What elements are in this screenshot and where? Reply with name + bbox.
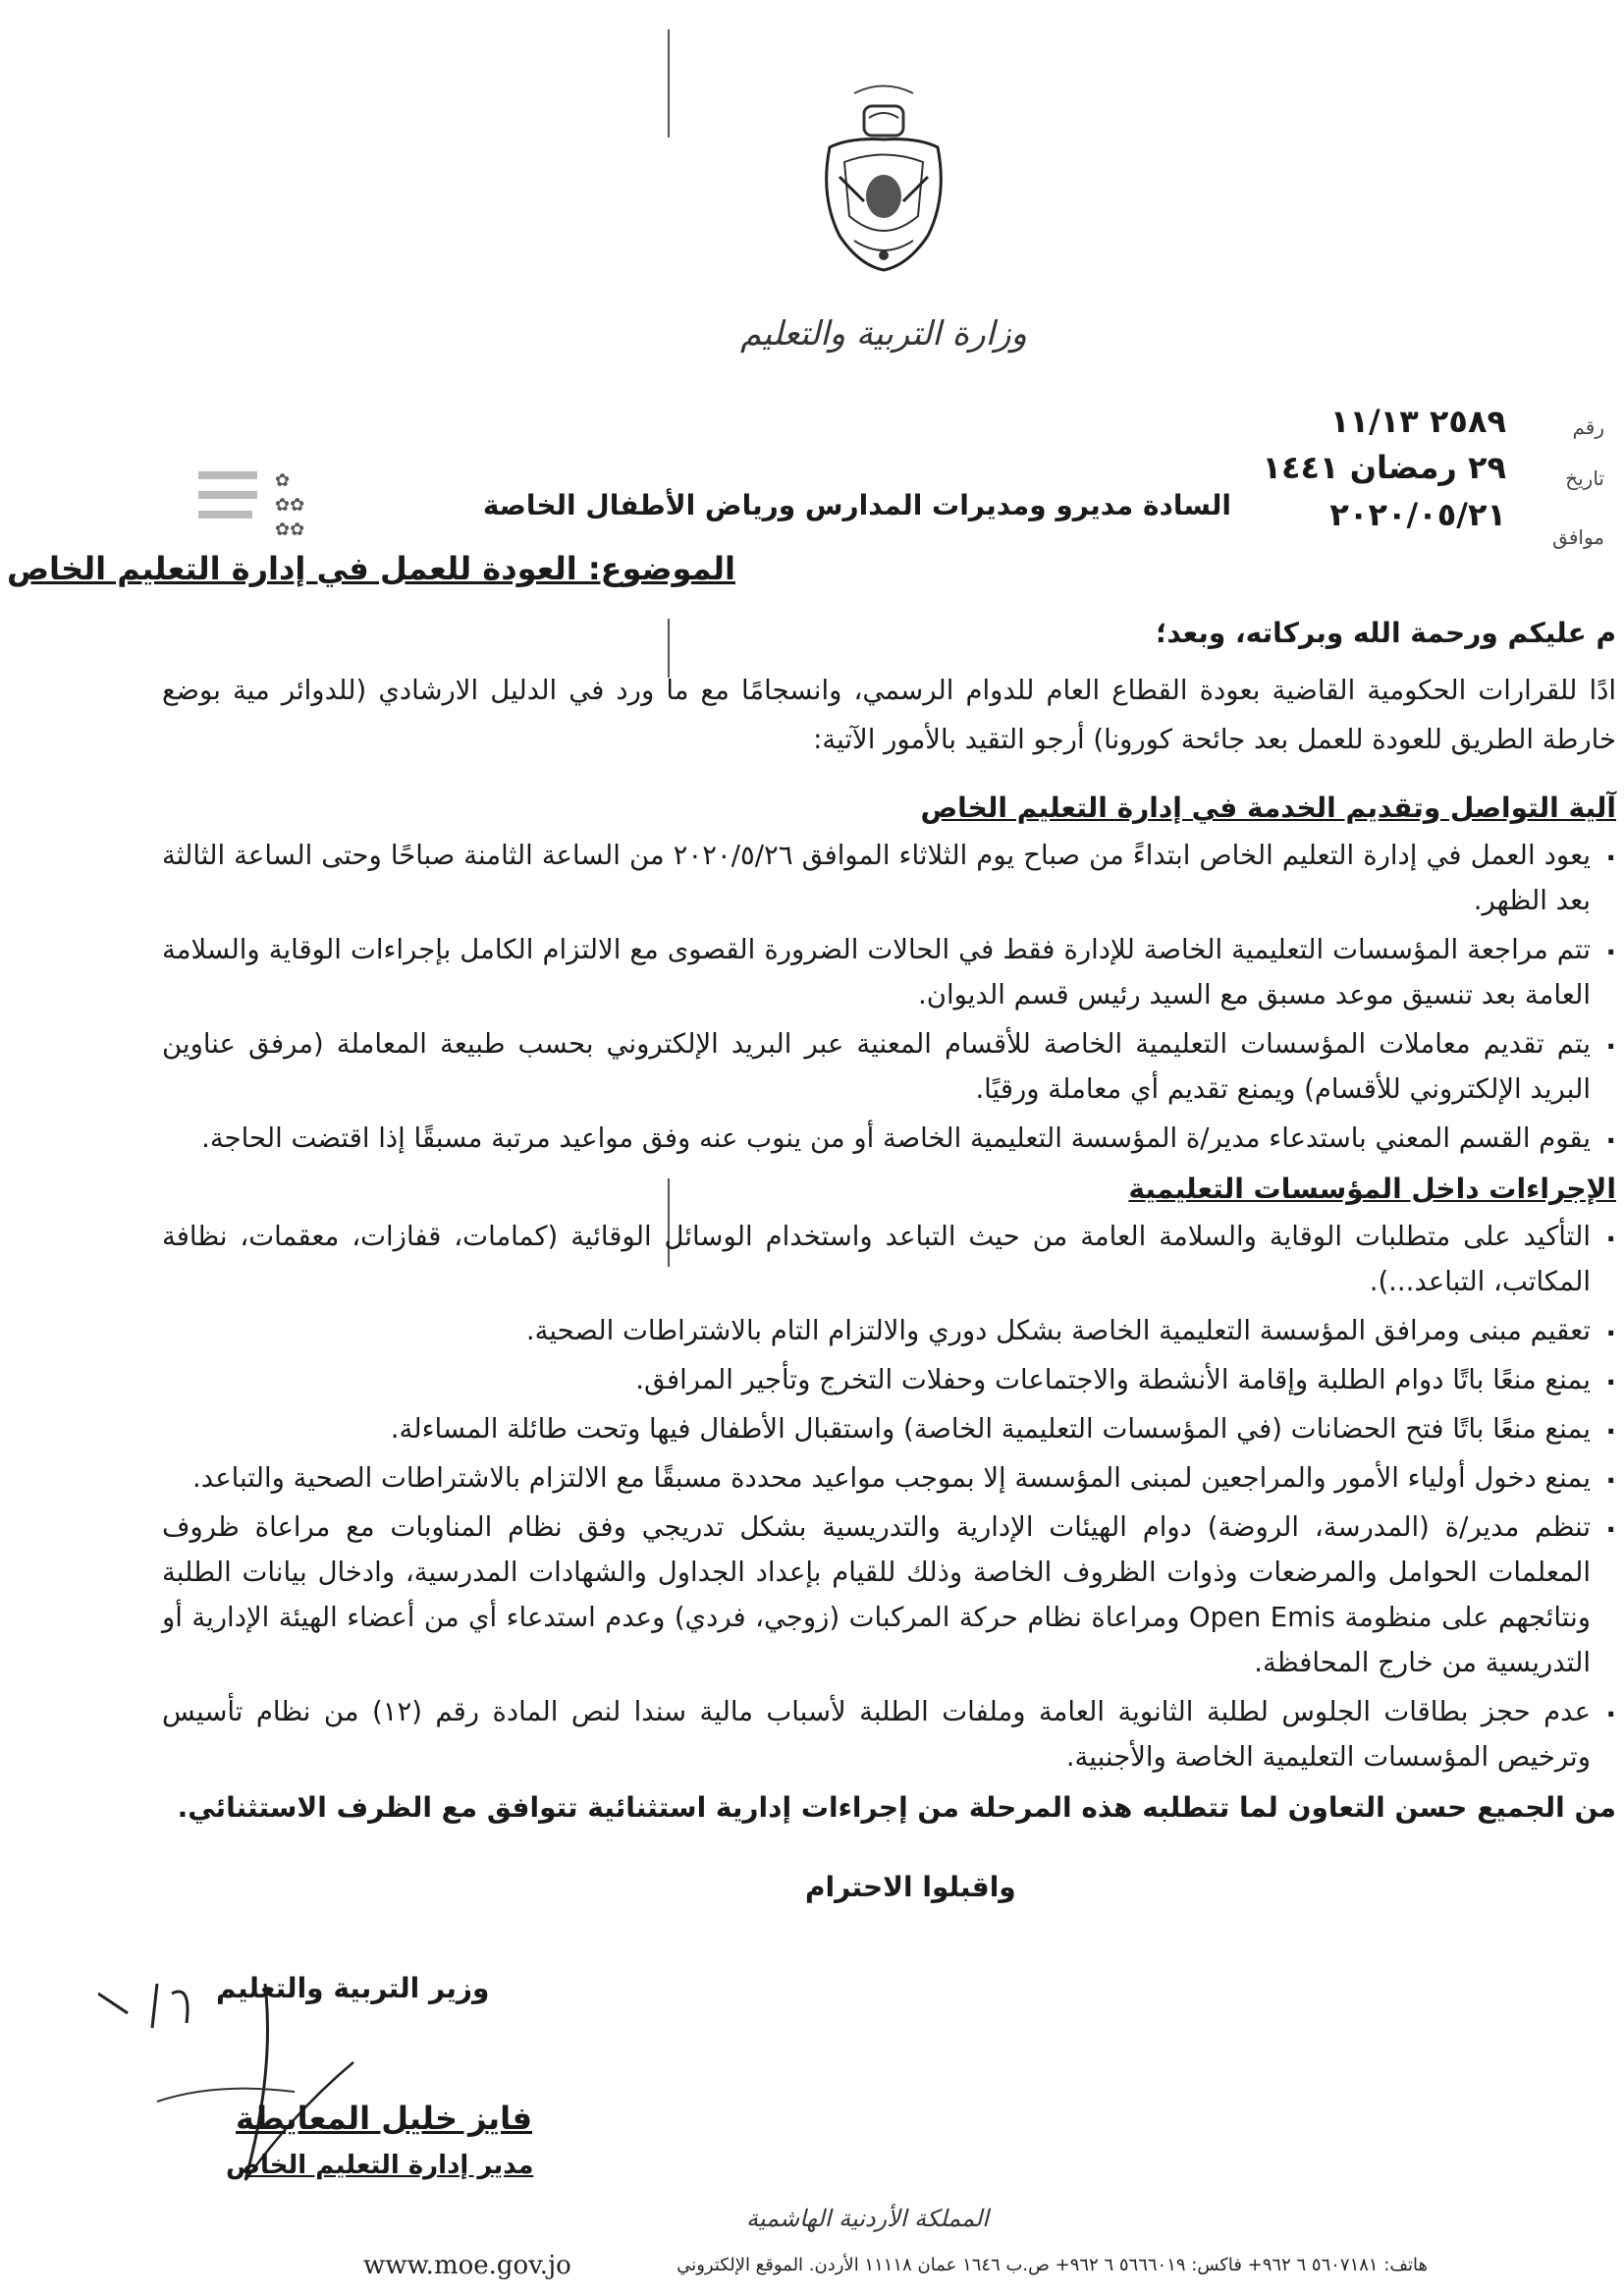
coat-of-arms-icon	[810, 79, 957, 295]
signatory-role: مدير إدارة التعليم الخاص	[226, 2151, 534, 2180]
list-item: . التأكيد على متطلبات الوقاية والسلامة العامة من حيث التباعد واستخدام الوسائل الوقائية (كمامات، قفازات، معقمات، نظافة المكاتب، التباعد...).	[162, 1214, 1616, 1304]
intro-paragraph: ادًا للقرارات الحكومية القاضية بعودة القطاع العام للدوام الرسمي، وانسجامًا مع ما ورد في الدليل الارشادي (للدوائر مية بوضع خارطة الطريق للعودة للعمل بعد جائحة كورونا) أرجو التقيد بالأمور الآتية:	[162, 675, 1616, 755]
subject-line: الموضوع: العودة للعمل في إدارة التعليم الخاص	[7, 550, 735, 587]
match-label: موافق	[1552, 525, 1604, 549]
date-gregorian: ٢٠٢٠/٠٥/٢١	[1329, 496, 1506, 533]
date-label: تاريخ	[1565, 466, 1604, 490]
list-item: . يمنع دخول أولياء الأمور والمراجعين لمبنى المؤسسة إلا بموجب مواعيد محددة مسبقًا مع الالتزام بالاشتراطات الصحية والتباعد.	[162, 1455, 1616, 1501]
svg-text:✿✿: ✿✿	[275, 519, 305, 540]
footer-contact: هاتف: ٥٦٠٧١٨١ ٦ ٩٦٢+ فاكس: ٥٦٦٦٠١٩ ٦ ٩٦٢+ ص.ب ١٦٤٦ عمان ١١١١٨ الأردن. الموقع الإلكتروني	[677, 2255, 1428, 2275]
signatory-name: فايز خليل المعايطة	[236, 2100, 533, 2137]
greeting: م عليكم ورحمة الله وبركاته، وبعد؛	[1156, 617, 1616, 649]
svg-text:✿: ✿	[275, 470, 291, 491]
cooperation-line: من الجميع حسن التعاون لما تتطلبه هذه المرحلة من إجراءات إدارية استثنائية تتوافق مع الظرف الاستثنائي.	[177, 1791, 1616, 1824]
recipients-line: السادة مديرو ومديرات المدارس ورياض الأطفال الخاصة	[482, 489, 1231, 521]
scan-artifact-line	[668, 29, 670, 137]
list-item: . يمنع منعًا باتًا دوام الطلبة وإقامة الأنشطة والاجتماعات وحفلات التخرج وتأجير المرافق.	[162, 1357, 1616, 1402]
list-item: . تتم مراجعة المؤسسات التعليمية الخاصة للإدارة فقط في الحالات الضرورة القصوى مع الالتزام الكامل بإجراءات الوقاية والسلامة العامة بعد تنسيق موعد مسبق مع السيد رئيس قسم الديوان.	[162, 927, 1616, 1017]
ref-number: ٢٥٨٩ ١١/١٣	[1329, 403, 1506, 440]
ministry-name: وزارة التربية والتعليم	[740, 314, 1027, 354]
reference-block	[1231, 398, 1624, 574]
section-heading-communication: آلية التواصل وتقديم الخدمة في إدارة التعليم الخاص	[920, 792, 1616, 824]
section-heading-procedures: الإجراءات داخل المؤسسات التعليمية	[1128, 1173, 1616, 1205]
ref-number-label: رقم	[1572, 415, 1604, 439]
list-item: . يعود العمل في إدارة التعليم الخاص ابتداءً من صباح يوم الثلاثاء الموافق ٢٠٢٠/٥/٢٦ من الساعة الثامنة صباحًا وحتى الساعة الثالثة بعد الظهر.	[162, 833, 1616, 923]
svg-text:✿✿: ✿✿	[275, 495, 305, 516]
footer-website-link[interactable]: www.moe.gov.jo	[363, 2251, 571, 2280]
signatory-title: وزير التربية والتعليم	[216, 1972, 490, 2004]
date-hijri: ٢٩ رمضان ١٤٤١	[1262, 449, 1506, 486]
procedures-list	[162, 1214, 1616, 1779]
list-item: . يمنع منعًا باتًا فتح الحضانات (في المؤسسات التعليمية الخاصة) واستقبال الأطفال فيها وتحت طائلة المساءلة.	[162, 1406, 1616, 1451]
list-item: . تعقيم مبنى ومرافق المؤسسة التعليمية الخاصة بشكل دوري والالتزام التام بالاشتراطات الصحية.	[162, 1308, 1616, 1353]
list-item: . يتم تقديم معاملات المؤسسات التعليمية الخاصة للأقسام المعنية عبر البريد الإلكتروني بحسب طبيعة المعاملة (مرفق عناوين البريد الإلكتروني للأقسام) ويمنع تقديم أي معاملة ورقيًا.	[162, 1021, 1616, 1112]
office-stamp-icon	[196, 462, 334, 550]
letter-body	[162, 609, 1616, 1832]
list-item: . يقوم القسم المعني باستدعاء مدير/ة المؤسسة التعليمية الخاصة أو من ينوب عنه وفق مواعيد مرتبة مسبقًا إذا اقتضت الحاجة.	[162, 1116, 1616, 1161]
closing-line: واقبلوا الاحترام	[805, 1871, 1016, 1903]
list-item: . عدم حجز بطاقات الجلوس لطلبة الثانوية العامة وملفات الطلبة لأسباب مالية سندا لنص المادة رقم (١٢) من نظام تأسيس وترخيص المؤسسات التعليمية الخاصة والأجنبية.	[162, 1689, 1616, 1779]
list-item: . تنظم مدير/ة (المدرسة، الروضة) دوام الهيئات الإدارية والتدريسية بشكل تدريجي وفق نظام المناوبات مع مراعاة ظروف المعلمات الحوامل والمرضعات وذوات الظروف الخاصة وذلك للقيام بإعداد الجداول والشهادات المدرسية، وادخال بيانات الطلبة ونتائجهم على منظومة Open Emis ومراعاة نظام حركة المركبات (زوجي، فردي) وعدم استدعاء أي من أعضاء الهيئة الإدارية أو التدريسية من خارج المحافظة.	[162, 1504, 1616, 1685]
footer-country: المملكة الأردنية الهاشمية	[746, 2205, 989, 2232]
communication-list	[162, 833, 1616, 1161]
